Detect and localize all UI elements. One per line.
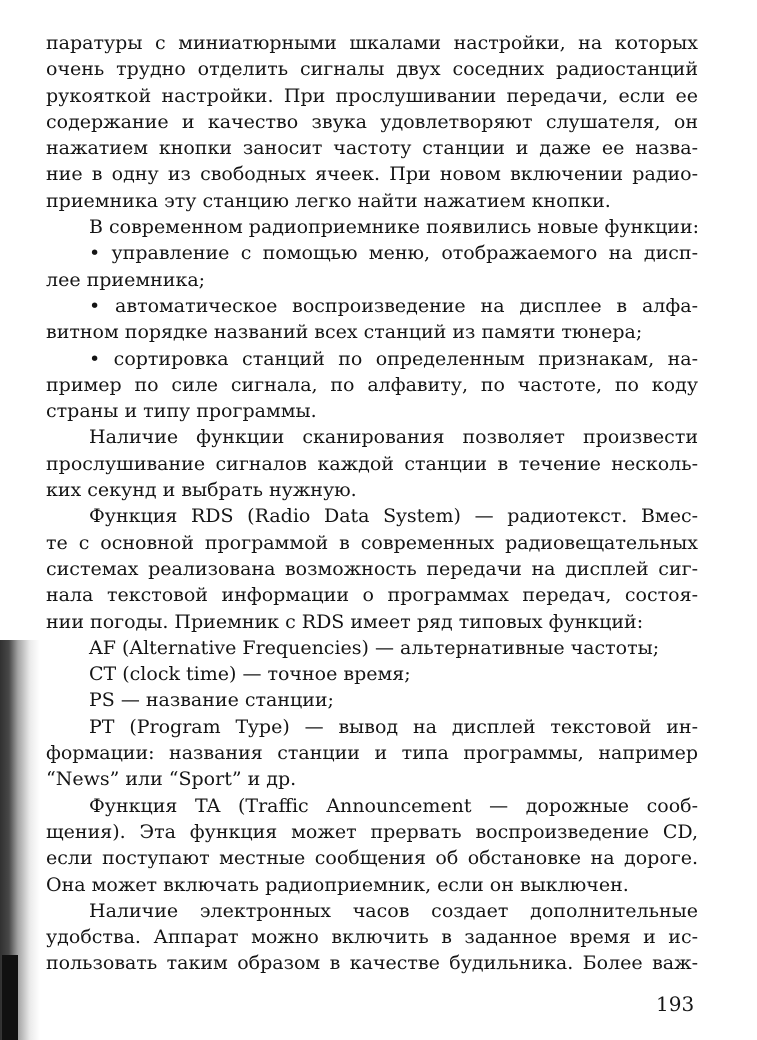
text-line: удобства. Аппарат можно включить в заданное время и ис- — [46, 926, 698, 949]
text-line: витном порядке названий всех станций из памяти тюнера; — [46, 321, 643, 344]
text-line: • сортировка станций по определенным признакам, на- — [89, 347, 698, 370]
text-line: Наличие функции сканирования позволяет произвести — [89, 426, 698, 449]
text-line: ких секунд и выбрать нужную. — [46, 479, 357, 502]
text-line: • управление с помощью меню, отображаемого на дисп- — [89, 242, 698, 265]
text-line: CT (clock time) — точное время; — [89, 663, 411, 686]
text-line: системах реализована возможность передачи на дисплей сиг- — [46, 557, 698, 580]
text-line: паратуры с миниатюрными шкалами настройки, на которых — [46, 32, 698, 54]
text-line: щения). Эта функция может прервать воспроизведение CD, — [46, 820, 698, 843]
text-line: нажатием кнопки заносит частоту станции и даже ее назва- — [46, 137, 698, 160]
page-number: 193 — [656, 992, 695, 1016]
text-line: страны и типу программы. — [46, 400, 317, 423]
text-line: ние в одну из свободных ячеек. При новом включении радио- — [46, 163, 698, 186]
text-line: Она может включать радиоприемник, если он выключен. — [46, 873, 629, 896]
text-line: прослушивание сигналов каждой станции в течение несколь- — [46, 452, 698, 475]
text-line: если поступают местные сообщения об обстановке на дороге. — [46, 847, 698, 870]
page-binding-shadow-dark — [2, 955, 18, 1040]
body-text — [46, 30, 698, 977]
text-line: пример по силе сигнала, по алфавиту, по частоте, по коду — [46, 373, 698, 396]
text-line: Функция TA (Traffic Announcement — дорожные сооб- — [89, 794, 698, 817]
text-line: приемника эту станцию легко найти нажатием кнопки. — [46, 189, 611, 212]
text-line: нала текстовой информации о программах передач, состоя- — [46, 584, 698, 607]
text-line: “News” или “Sport” и др. — [46, 768, 297, 791]
text-line: В современном радиоприемнике появились новые функции: — [89, 216, 700, 239]
text-line: те с основной программой в современных радиовещательных — [46, 531, 698, 554]
text-line: Наличие электронных часов создает дополнительные — [89, 899, 698, 922]
text-line: Функция RDS (Radio Data System) — радиотекст. Вмес- — [89, 505, 698, 528]
text-line: • автоматическое воспроизведение на дисплее в алфа- — [89, 294, 698, 317]
text-line: формации: названия станции и типа программы, например — [46, 742, 698, 765]
text-line: нии погоды. Приемник с RDS имеет ряд типовых функций: — [46, 610, 644, 633]
text-line: PT (Program Type) — вывод на дисплей текстовой ин- — [89, 715, 698, 738]
text-line: PS — название станции; — [89, 689, 334, 712]
text-line: содержание и качество звука удовлетворяют слушателя, он — [46, 110, 698, 133]
text-line: рукояткой настройки. При прослушивании передачи, если ее — [46, 84, 698, 107]
text-line: AF (Alternative Frequencies) — альтернативные частоты; — [89, 636, 660, 659]
text-line: очень трудно отделить сигналы двух соседних радиостанций — [46, 58, 698, 81]
text-line: лее приемника; — [46, 268, 206, 291]
text-line: пользовать таким образом в качестве будильника. Более важ- — [46, 952, 698, 975]
